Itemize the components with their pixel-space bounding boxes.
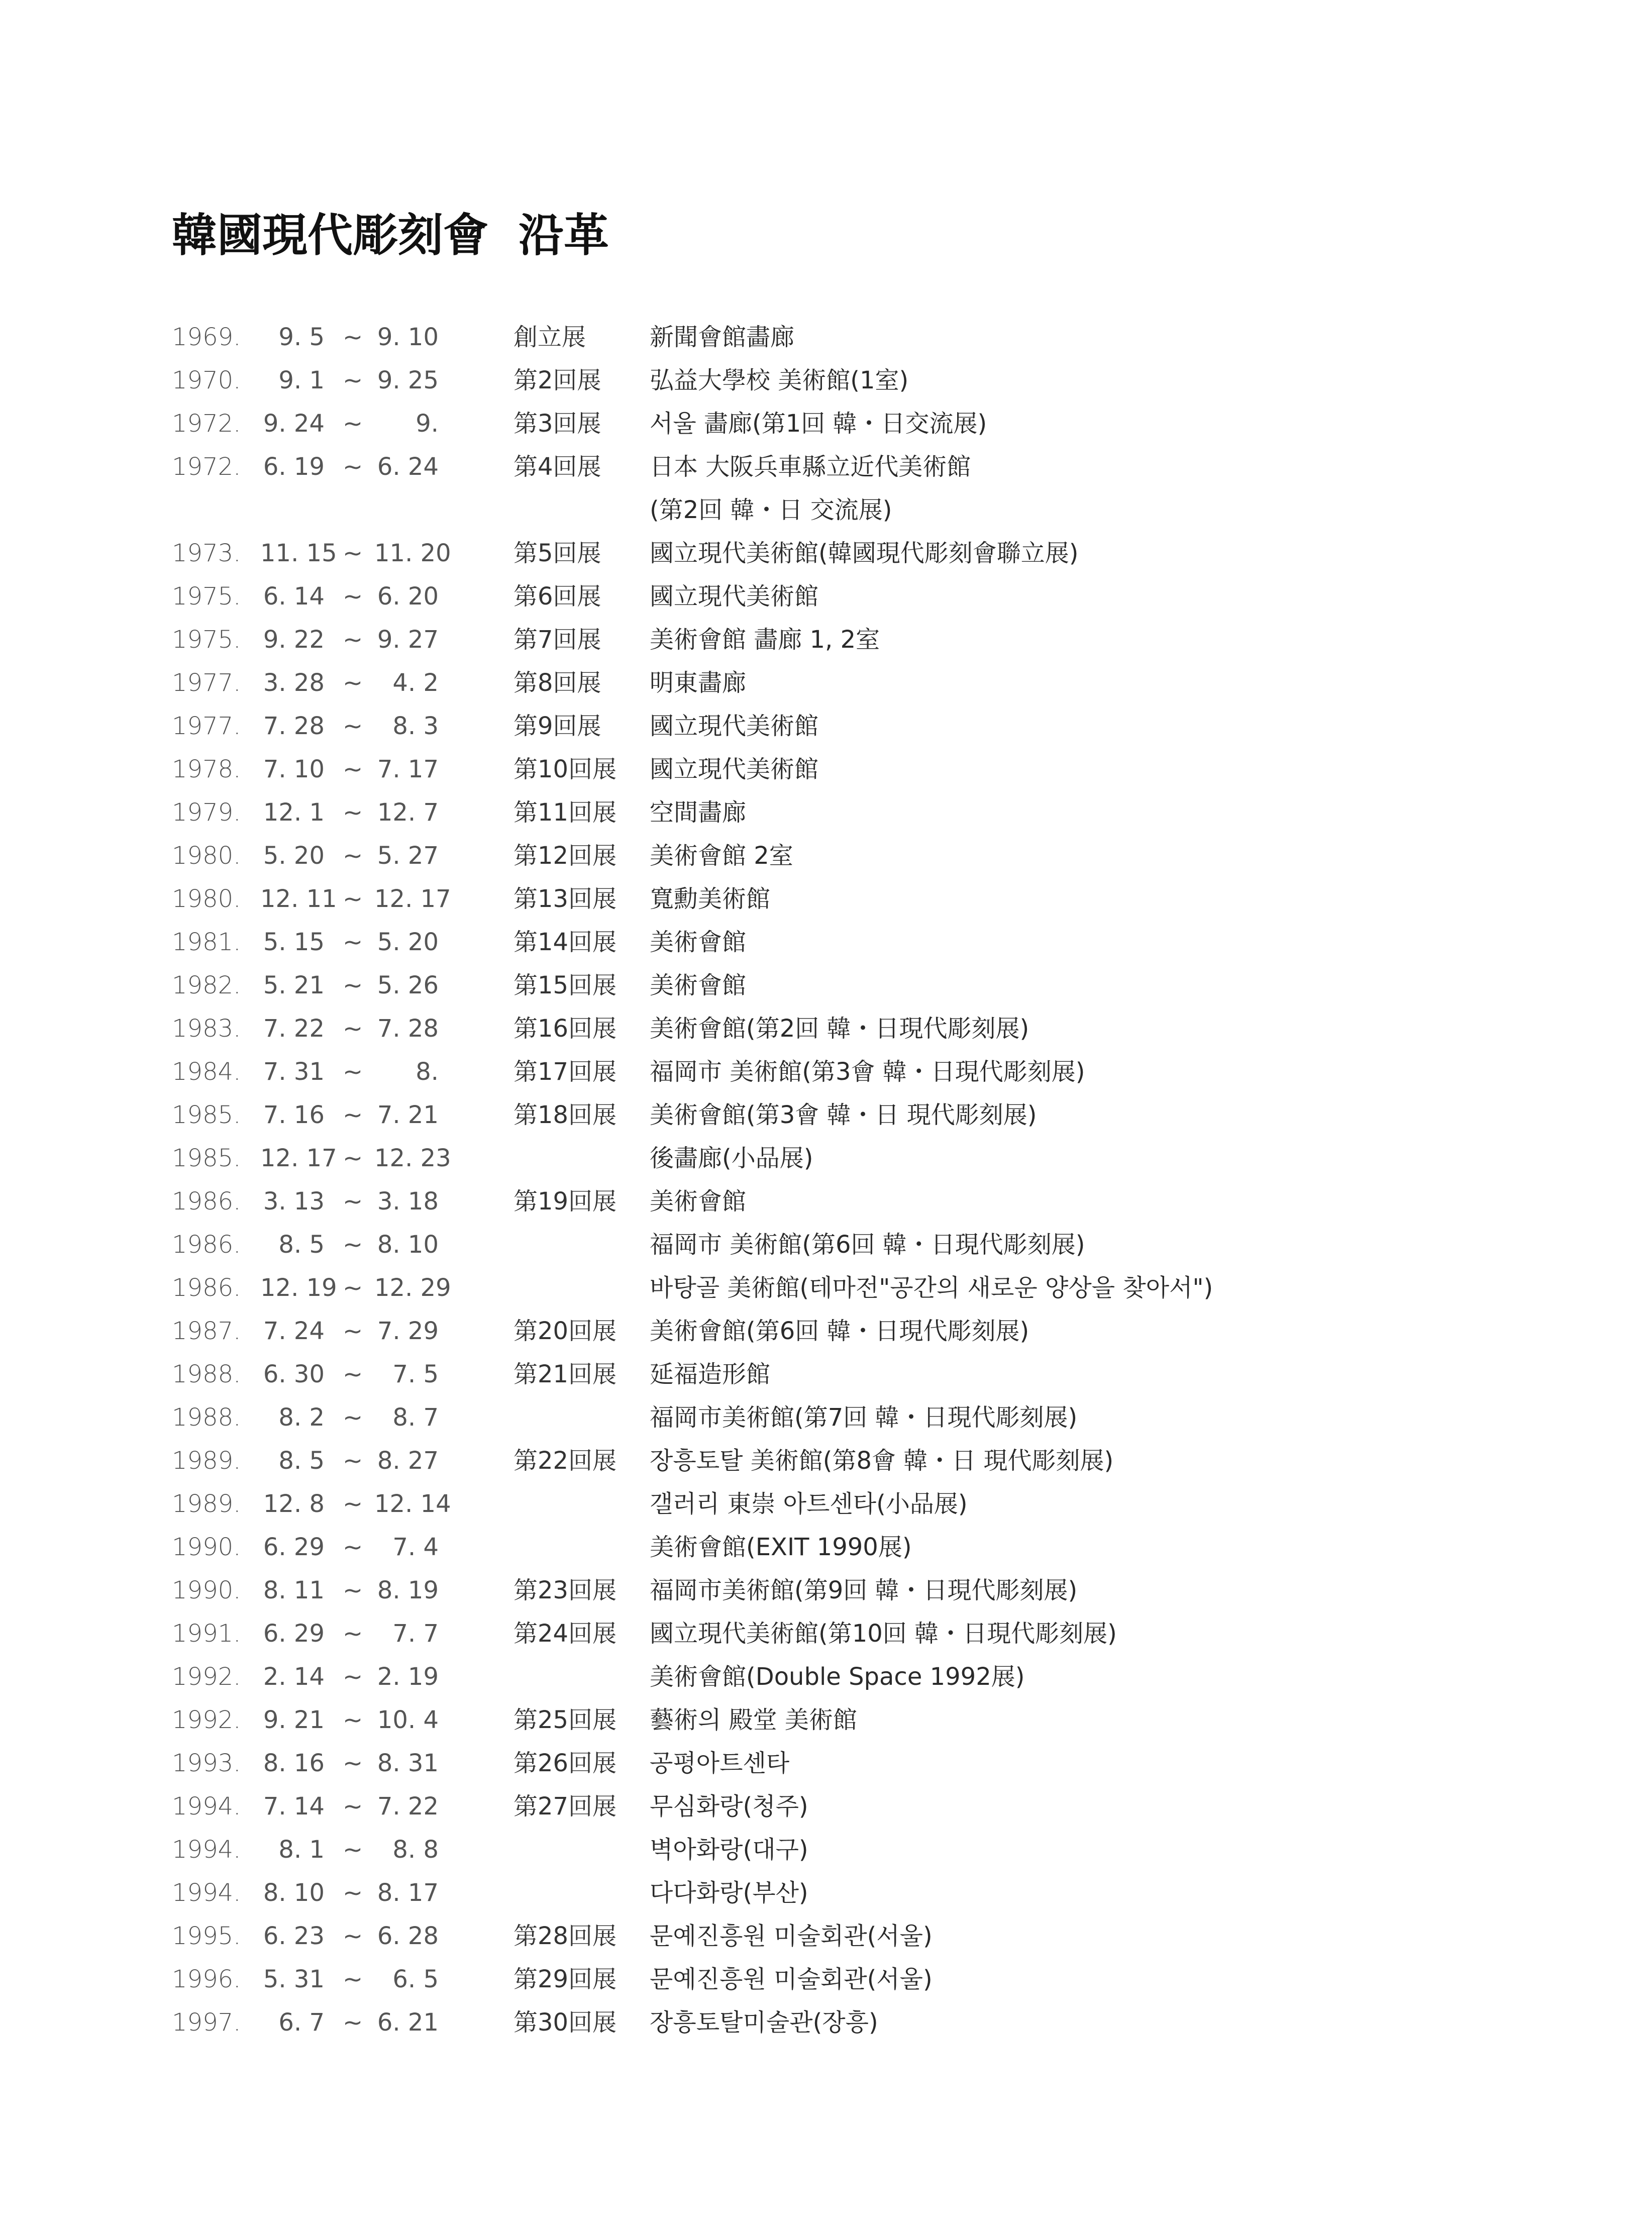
start-date-cell: 6. 29 [263,1533,325,1561]
exhibition-label-cell: 第26回展 [513,1749,617,1777]
venue-cell: 문예진흥원 미술회관(서울) [650,1965,933,1993]
year-cell: 1992. [172,1706,241,1734]
title-main: 韓國現代彫刻會 [172,209,488,262]
start-date-cell: 6. 19 [263,453,325,481]
venue-cell: 福岡市美術館(第7回 韓・日現代彫刻展) [650,1403,1078,1432]
exhibition-label-cell: 第9回展 [513,712,601,740]
year-cell: 1973. [172,539,241,567]
history-row [0,1309,1652,1353]
history-row [0,1785,1652,1828]
year-cell: 1982. [172,971,241,999]
venue-cell: 문예진흥원 미술회관(서울) [650,1922,933,1950]
start-date-cell: 6. 30 [263,1360,325,1388]
year-cell: 1977. [172,669,241,697]
end-date-cell: 3. 18 [377,1187,439,1216]
end-date-cell: 12. 17 [374,885,451,913]
range-tilde: ~ [343,626,363,654]
end-date-cell: 11. 20 [374,539,451,567]
range-tilde: ~ [343,1187,363,1216]
range-tilde: ~ [343,1490,363,1518]
year-cell: 1978. [172,755,241,783]
exhibition-label-cell: 第4回展 [513,453,601,481]
end-date-cell: 6. 5 [392,1965,439,1993]
exhibition-label-cell: 第11回展 [513,798,617,827]
range-tilde: ~ [343,1015,363,1043]
exhibition-label-cell: 第6回展 [513,582,601,611]
start-date-cell: 12. 19 [260,1274,337,1302]
exhibition-label-cell: 第23回展 [513,1576,617,1604]
year-cell: 1996. [172,1965,241,1993]
exhibition-label-cell: 第5回展 [513,539,601,567]
year-cell: 1990. [172,1576,241,1604]
history-row [0,1914,1652,1958]
start-date-cell: 5. 15 [263,928,325,956]
start-date-cell: 7. 22 [263,1015,325,1043]
start-date-cell: 12. 1 [263,798,325,827]
history-row [0,1180,1652,1223]
exhibition-label-cell: 第30回展 [513,2008,617,2037]
exhibition-label-cell: 第10回展 [513,755,617,783]
venue-cell: 장흥토탈 美術館(第8會 韓・日 現代彫刻展) [650,1447,1114,1475]
exhibition-label-cell: 第14回展 [513,928,617,956]
end-date-cell: 9. 10 [377,323,439,351]
year-cell: 1985. [172,1101,241,1129]
end-date-cell: 6. 24 [377,453,439,481]
end-date-cell: 6. 28 [377,1922,439,1950]
year-cell: 1994. [172,1836,241,1864]
history-row [0,1482,1652,1526]
venue-cell: 무심화랑(청주) [650,1792,808,1821]
exhibition-label-cell: 第12回展 [513,842,617,870]
end-date-cell: 5. 20 [377,928,439,956]
year-cell: 1986. [172,1231,241,1259]
history-row [0,748,1652,791]
history-row [0,791,1652,834]
year-cell: 1972. [172,410,241,438]
start-date-cell: 6. 29 [263,1620,325,1648]
range-tilde: ~ [343,1231,363,1259]
end-date-cell: 8. 17 [377,1879,439,1907]
venue-cell: 後畵廊(小品展) [650,1144,813,1172]
venue-cell: 空間畵廊 [650,798,747,827]
exhibition-label-cell: 第21回展 [513,1360,617,1388]
start-date-cell: 3. 13 [263,1187,325,1216]
exhibition-label-cell: 第16回展 [513,1015,617,1043]
range-tilde: ~ [343,1576,363,1604]
history-list [0,316,1652,2044]
range-tilde: ~ [343,1663,363,1691]
history-row [0,1439,1652,1482]
exhibition-label-cell: 第22回展 [513,1447,617,1475]
start-date-cell: 6. 7 [278,2008,325,2037]
end-date-cell: 10. 4 [377,1706,439,1734]
range-tilde: ~ [343,1965,363,1993]
exhibition-label-cell: 第24回展 [513,1620,617,1648]
start-date-cell: 7. 14 [263,1792,325,1821]
year-cell: 1980. [172,885,241,913]
venue-cell: 國立現代美術館 [650,582,819,611]
start-date-cell: 8. 11 [263,1576,325,1604]
range-tilde: ~ [343,1101,363,1129]
start-date-cell: 7. 16 [263,1101,325,1129]
year-cell: 1988. [172,1403,241,1432]
end-date-cell: 4. 2 [392,669,439,697]
range-tilde: ~ [343,712,363,740]
history-row [0,402,1652,445]
range-tilde: ~ [343,885,363,913]
exhibition-label-cell: 第27回展 [513,1792,617,1821]
range-tilde: ~ [343,842,363,870]
venue-cell: 바탕골 美術館(테마전"공간의 새로운 양상을 찾아서") [650,1274,1213,1302]
exhibition-label-cell: 第7回展 [513,626,601,654]
venue-cell: 벽아화랑(대구) [650,1836,808,1864]
range-tilde: ~ [343,1058,363,1086]
year-cell: 1969. [172,323,241,351]
year-cell: 1993. [172,1749,241,1777]
end-date-cell: 12. 23 [374,1144,451,1172]
range-tilde: ~ [343,755,363,783]
history-row [0,1266,1652,1309]
exhibition-label-cell: 創立展 [513,323,586,351]
year-cell: 1983. [172,1015,241,1043]
end-date-cell: 8. [416,1058,439,1086]
history-row [0,575,1652,618]
page-title [172,208,609,263]
end-date-cell: 7. 22 [377,1792,439,1821]
venue-cell: (第2回 韓・日 交流展) [650,496,892,524]
year-cell: 1995. [172,1922,241,1950]
end-date-cell: 6. 20 [377,582,439,611]
start-date-cell: 12. 17 [260,1144,337,1172]
venue-cell: 藝術의 殿堂 美術館 [650,1706,857,1734]
end-date-cell: 7. 7 [392,1620,439,1648]
range-tilde: ~ [343,1144,363,1172]
venue-cell: 공평아트센타 [650,1749,790,1777]
venue-cell: 弘益大學校 美術館(1室) [650,366,909,394]
range-tilde: ~ [343,582,363,611]
exhibition-label-cell: 第20回展 [513,1317,617,1345]
end-date-cell: 8. 8 [392,1836,439,1864]
end-date-cell: 7. 5 [392,1360,439,1388]
range-tilde: ~ [343,1749,363,1777]
end-date-cell: 9. 27 [377,626,439,654]
end-date-cell: 2. 19 [377,1663,439,1691]
venue-cell: 美術會館 [650,1187,747,1216]
range-tilde: ~ [343,1922,363,1950]
start-date-cell: 7. 24 [263,1317,325,1345]
history-row [0,1353,1652,1396]
venue-cell: 美術會館(第6回 韓・日現代彫刻展) [650,1317,1029,1345]
venue-cell: 福岡市美術館(第9回 韓・日現代彫刻展) [650,1576,1078,1604]
year-cell: 1989. [172,1447,241,1475]
range-tilde: ~ [343,453,363,481]
range-tilde: ~ [343,1792,363,1821]
exhibition-label-cell: 第15回展 [513,971,617,999]
range-tilde: ~ [343,366,363,394]
start-date-cell: 8. 10 [263,1879,325,1907]
year-cell: 1989. [172,1490,241,1518]
venue-cell: 서울 畵廊(第1回 韓・日交流展) [650,410,987,438]
year-cell: 1988. [172,1360,241,1388]
range-tilde: ~ [343,1533,363,1561]
start-date-cell: 8. 2 [278,1403,325,1432]
end-date-cell: 8. 7 [392,1403,439,1432]
end-date-cell: 7. 17 [377,755,439,783]
start-date-cell: 8. 5 [278,1231,325,1259]
range-tilde: ~ [343,1447,363,1475]
end-date-cell: 6. 21 [377,2008,439,2037]
start-date-cell: 9. 5 [278,323,325,351]
venue-cell: 國立現代美術館 [650,712,819,740]
end-date-cell: 12. 14 [374,1490,451,1518]
year-cell: 1991. [172,1620,241,1648]
start-date-cell: 6. 23 [263,1922,325,1950]
history-row [0,488,1652,532]
year-cell: 1985. [172,1144,241,1172]
year-cell: 1975. [172,582,241,611]
history-row [0,316,1652,359]
year-cell: 1986. [172,1274,241,1302]
start-date-cell: 5. 31 [263,1965,325,1993]
year-cell: 1970. [172,366,241,394]
venue-cell: 美術會館 畵廊 1, 2室 [650,626,880,654]
start-date-cell: 8. 5 [278,1447,325,1475]
start-date-cell: 8. 16 [263,1749,325,1777]
exhibition-label-cell: 第29回展 [513,1965,617,1993]
range-tilde: ~ [343,1836,363,1864]
end-date-cell: 5. 27 [377,842,439,870]
start-date-cell: 12. 8 [263,1490,325,1518]
venue-cell: 다다화랑(부산) [650,1879,808,1907]
venue-cell: 寬勳美術館 [650,885,771,913]
year-cell: 1975. [172,626,241,654]
year-cell: 1979. [172,798,241,827]
history-row [0,1137,1652,1180]
history-row [0,1612,1652,1655]
history-row [0,618,1652,661]
year-cell: 1977. [172,712,241,740]
venue-cell: 장흥토탈미술관(장흥) [650,2008,878,2037]
history-row [0,1526,1652,1569]
title-sub: 沿革 [519,209,609,262]
start-date-cell: 7. 10 [263,755,325,783]
venue-cell: 美術會館(第3會 韓・日 現代彫刻展) [650,1101,1037,1129]
year-cell: 1972. [172,453,241,481]
end-date-cell: 7. 29 [377,1317,439,1345]
history-row [0,1223,1652,1266]
venue-cell: 延福造形館 [650,1360,771,1388]
history-row [0,921,1652,964]
history-row [0,1007,1652,1050]
range-tilde: ~ [343,1317,363,1345]
history-row [0,1828,1652,1871]
range-tilde: ~ [343,798,363,827]
history-row [0,661,1652,704]
range-tilde: ~ [343,1403,363,1432]
start-date-cell: 5. 20 [263,842,325,870]
range-tilde: ~ [343,1360,363,1388]
history-row [0,1655,1652,1698]
end-date-cell: 5. 26 [377,971,439,999]
history-row [0,532,1652,575]
history-row [0,877,1652,921]
history-row [0,1569,1652,1612]
range-tilde: ~ [343,323,363,351]
start-date-cell: 5. 21 [263,971,325,999]
venue-cell: 新聞會館畵廊 [650,323,795,351]
venue-cell: 福岡市 美術館(第3會 韓・日現代彫刻展) [650,1058,1085,1086]
range-tilde: ~ [343,669,363,697]
start-date-cell: 7. 31 [263,1058,325,1086]
start-date-cell: 9. 24 [263,410,325,438]
venue-cell: 國立現代美術館(第10回 韓・日現代彫刻展) [650,1620,1117,1648]
venue-cell: 美術會館 [650,971,747,999]
start-date-cell: 3. 28 [263,669,325,697]
venue-cell: 美術會館 2室 [650,842,793,870]
exhibition-label-cell: 第2回展 [513,366,601,394]
venue-cell: 日本 大阪兵車縣立近代美術館 [650,453,971,481]
range-tilde: ~ [343,1706,363,1734]
end-date-cell: 8. 10 [377,1231,439,1259]
history-row [0,359,1652,402]
end-date-cell: 8. 19 [377,1576,439,1604]
end-date-cell: 9. [416,410,439,438]
end-date-cell: 7. 21 [377,1101,439,1129]
range-tilde: ~ [343,410,363,438]
year-cell: 1990. [172,1533,241,1561]
venue-cell: 美術會館 [650,928,747,956]
history-row [0,1698,1652,1742]
start-date-cell: 8. 1 [278,1836,325,1864]
year-cell: 1997. [172,2008,241,2037]
venue-cell: 明東畵廊 [650,669,747,697]
year-cell: 1994. [172,1879,241,1907]
exhibition-label-cell: 第3回展 [513,410,601,438]
year-cell: 1987. [172,1317,241,1345]
history-row [0,2001,1652,2044]
venue-cell: 갤러리 東崇 아트센타(小品展) [650,1490,968,1518]
year-cell: 1992. [172,1663,241,1691]
venue-cell: 美術會館(Double Space 1992展) [650,1663,1025,1691]
venue-cell: 美術會館(EXIT 1990展) [650,1533,912,1561]
exhibition-label-cell: 第18回展 [513,1101,617,1129]
start-date-cell: 12. 11 [260,885,337,913]
range-tilde: ~ [343,971,363,999]
range-tilde: ~ [343,539,363,567]
year-cell: 1984. [172,1058,241,1086]
start-date-cell: 9. 1 [278,366,325,394]
year-cell: 1980. [172,842,241,870]
history-row [0,1093,1652,1137]
history-row [0,1396,1652,1439]
venue-cell: 福岡市 美術館(第6回 韓・日現代彫刻展) [650,1231,1085,1259]
end-date-cell: 7. 28 [377,1015,439,1043]
end-date-cell: 7. 4 [392,1533,439,1561]
exhibition-label-cell: 第8回展 [513,669,601,697]
end-date-cell: 9. 25 [377,366,439,394]
exhibition-label-cell: 第25回展 [513,1706,617,1734]
venue-cell: 國立現代美術館 [650,755,819,783]
exhibition-label-cell: 第19回展 [513,1187,617,1216]
exhibition-label-cell: 第17回展 [513,1058,617,1086]
start-date-cell: 2. 14 [263,1663,325,1691]
history-row [0,1050,1652,1093]
start-date-cell: 9. 21 [263,1706,325,1734]
history-row [0,704,1652,748]
end-date-cell: 12. 29 [374,1274,451,1302]
year-cell: 1981. [172,928,241,956]
start-date-cell: 11. 15 [260,539,337,567]
exhibition-label-cell: 第13回展 [513,885,617,913]
year-cell: 1986. [172,1187,241,1216]
end-date-cell: 12. 7 [377,798,439,827]
history-row [0,445,1652,488]
history-row [0,1742,1652,1785]
range-tilde: ~ [343,1620,363,1648]
venue-cell: 美術會館(第2回 韓・日現代彫刻展) [650,1015,1029,1043]
year-cell: 1994. [172,1792,241,1821]
exhibition-label-cell: 第28回展 [513,1922,617,1950]
range-tilde: ~ [343,1879,363,1907]
start-date-cell: 6. 14 [263,582,325,611]
end-date-cell: 8. 27 [377,1447,439,1475]
start-date-cell: 9. 22 [263,626,325,654]
history-row [0,964,1652,1007]
history-row [0,834,1652,877]
history-row [0,1958,1652,2001]
range-tilde: ~ [343,928,363,956]
range-tilde: ~ [343,1274,363,1302]
history-row [0,1871,1652,1914]
start-date-cell: 7. 28 [263,712,325,740]
end-date-cell: 8. 31 [377,1749,439,1777]
range-tilde: ~ [343,2008,363,2037]
end-date-cell: 8. 3 [392,712,439,740]
venue-cell: 國立現代美術館(韓國現代彫刻會聯立展) [650,539,1079,567]
